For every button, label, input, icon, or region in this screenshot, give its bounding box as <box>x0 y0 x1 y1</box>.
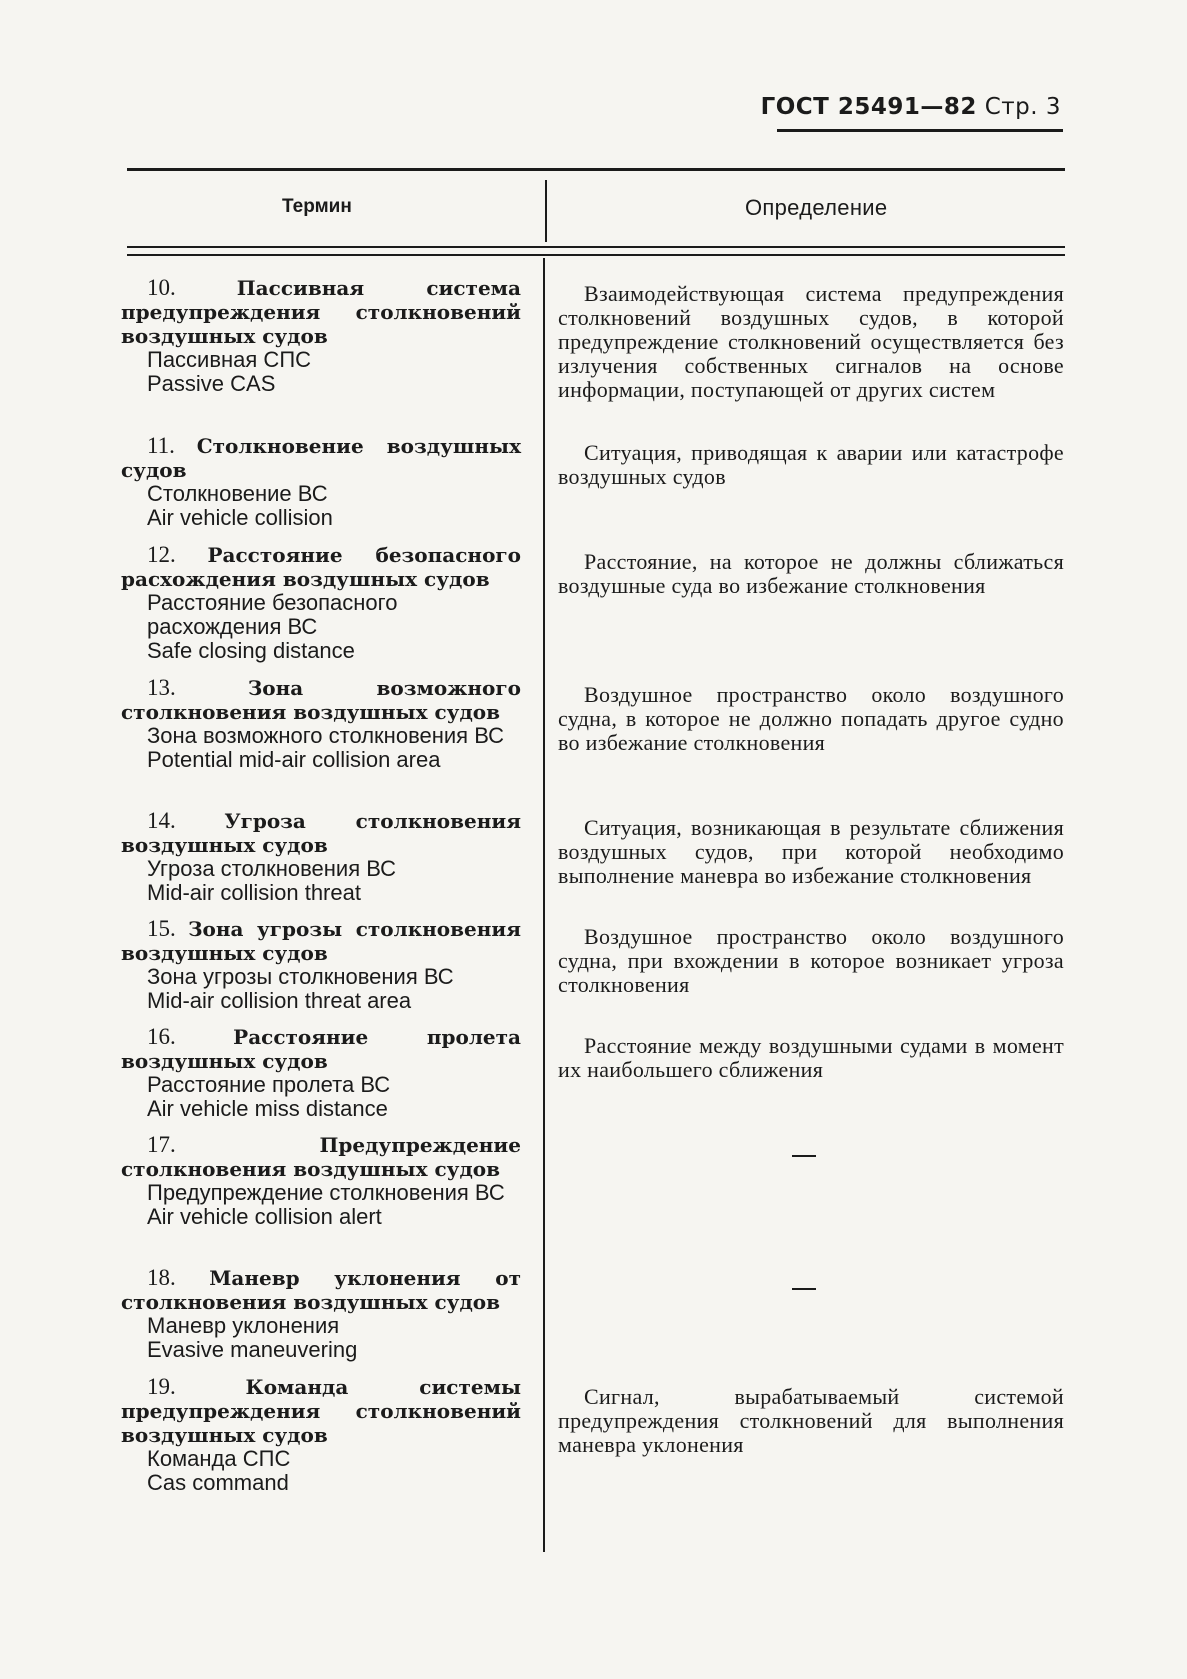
term-english: Mid-air collision threat area <box>147 988 412 1013</box>
term-entry <box>121 1266 521 1362</box>
definition-text <box>558 925 1064 997</box>
term-entry <box>121 1375 521 1495</box>
column-header-definition: Определение <box>745 195 888 220</box>
definition-body: Расстояние, на которое не должны сближаться воздушные суда во избежание столкновения <box>558 549 1064 598</box>
term-number: 10. <box>147 275 176 300</box>
column-divider-body <box>543 258 545 1552</box>
term-entry <box>121 276 521 396</box>
term-title: Столкновение воздушных судов <box>121 434 521 482</box>
document-number: ГОСТ 25491—82 <box>760 94 977 120</box>
definition-text <box>558 1034 1064 1082</box>
header-rule <box>777 129 1063 132</box>
term-synonym: Предупреждение столкновения ВС <box>147 1180 505 1205</box>
definition-text <box>558 816 1064 888</box>
term-synonym: Угроза столкновения ВС <box>147 856 397 881</box>
term-english: Mid-air collision threat <box>147 880 361 905</box>
definition-body: Взаимодействующая система предупреждения столкновений воздушных судов, в которой предупреждение столкновений осуществляется без излучения собственных сигналов на основе информации, поступающей от других систем <box>558 281 1064 402</box>
term-entry <box>121 676 521 772</box>
term-number: 17. <box>147 1132 176 1157</box>
term-title: Расстояние безопасного расхождения воздушных судов <box>121 543 521 591</box>
term-entry <box>121 434 521 530</box>
definition-body: Воздушное пространство около воздушного судна, в которое не должно попадать другое судно во избежание столкновения <box>558 682 1064 755</box>
term-english: Potential mid-air collision area <box>147 747 441 772</box>
term-synonym: Расстояние пролета ВС <box>147 1072 391 1097</box>
term-number: 13. <box>147 675 176 700</box>
term-english: Cas command <box>147 1470 289 1495</box>
term-synonym: Пассивная СПС <box>147 347 312 372</box>
column-header-term: Термин <box>282 196 352 217</box>
definition-body: Расстояние между воздушными судами в момент их наибольшего сближения <box>558 1033 1064 1082</box>
definition-text <box>558 1385 1064 1457</box>
term-entry <box>121 917 521 1013</box>
definition-text <box>558 683 1064 755</box>
term-synonym: Зона угрозы столкновения ВС <box>147 964 454 989</box>
term-english: Safe closing distance <box>147 638 355 663</box>
term-title: Команда системы предупреждения столкновений воздушных судов <box>121 1375 522 1447</box>
definition-dash <box>792 1288 816 1290</box>
term-english: Passive CAS <box>147 371 276 396</box>
header-rule-upper <box>127 246 1065 248</box>
term-number: 19. <box>147 1374 176 1399</box>
definition-body: Воздушное пространство около воздушного судна, при вхождении в которое возникает угроза столкновения <box>558 924 1064 997</box>
term-entry <box>121 1133 521 1229</box>
term-english: Air vehicle miss distance <box>147 1096 388 1121</box>
term-entry <box>121 543 521 663</box>
term-english: Air vehicle collision alert <box>147 1204 382 1229</box>
term-number: 16. <box>147 1024 176 1049</box>
term-number: 15. <box>147 916 176 941</box>
definition-body: Ситуация, приводящая к аварии или катастрофе воздушных судов <box>558 440 1064 489</box>
term-number: 18. <box>147 1265 176 1290</box>
term-entry <box>121 1025 521 1121</box>
definition-body: Ситуация, возникающая в результате сближения воздушных судов, при которой необходимо выполнение маневра во избежание столкновения <box>558 815 1064 888</box>
page-header <box>761 94 1061 120</box>
definition-text <box>558 282 1064 402</box>
term-title: Пассивная система предупреждения столкновений воздушных судов <box>121 276 521 348</box>
term-synonym: Зона возможного столкновения ВС <box>147 723 505 748</box>
term-number: 11. <box>147 433 175 458</box>
term-synonym: Расстояние безопасного расхождения ВС <box>147 590 398 639</box>
term-synonym: Маневр уклонения <box>147 1313 340 1338</box>
term-english: Evasive maneuvering <box>147 1337 358 1362</box>
term-title: Расстояние пролета воздушных судов <box>121 1025 521 1073</box>
definition-text <box>558 550 1064 598</box>
term-number: 12. <box>147 542 176 567</box>
term-synonym: Команда СПС <box>147 1446 291 1471</box>
table-top-rule <box>127 168 1065 171</box>
term-title: Маневр уклонения от столкновения воздушных судов <box>121 1266 521 1314</box>
definition-body: Сигнал, вырабатываемый системой предупреждения столкновений для выполнения маневра уклонения <box>558 1384 1064 1457</box>
definition-text <box>558 441 1064 489</box>
term-title: Зона возможного столкновения воздушных судов <box>121 676 521 724</box>
term-synonym: Столкновение ВС <box>147 481 328 506</box>
term-number: 14. <box>147 808 176 833</box>
term-title: Угроза столкновения воздушных судов <box>121 809 521 857</box>
page-number: Стр. 3 <box>984 94 1061 120</box>
term-english: Air vehicle collision <box>147 505 333 530</box>
term-title: Предупреждение столкновения воздушных судов <box>121 1133 521 1181</box>
term-entry <box>121 809 521 905</box>
header-rule-lower <box>127 254 1065 256</box>
column-divider-header <box>545 180 547 242</box>
term-title: Зона угрозы столкновения воздушных судов <box>121 917 521 965</box>
definition-dash <box>792 1155 816 1157</box>
